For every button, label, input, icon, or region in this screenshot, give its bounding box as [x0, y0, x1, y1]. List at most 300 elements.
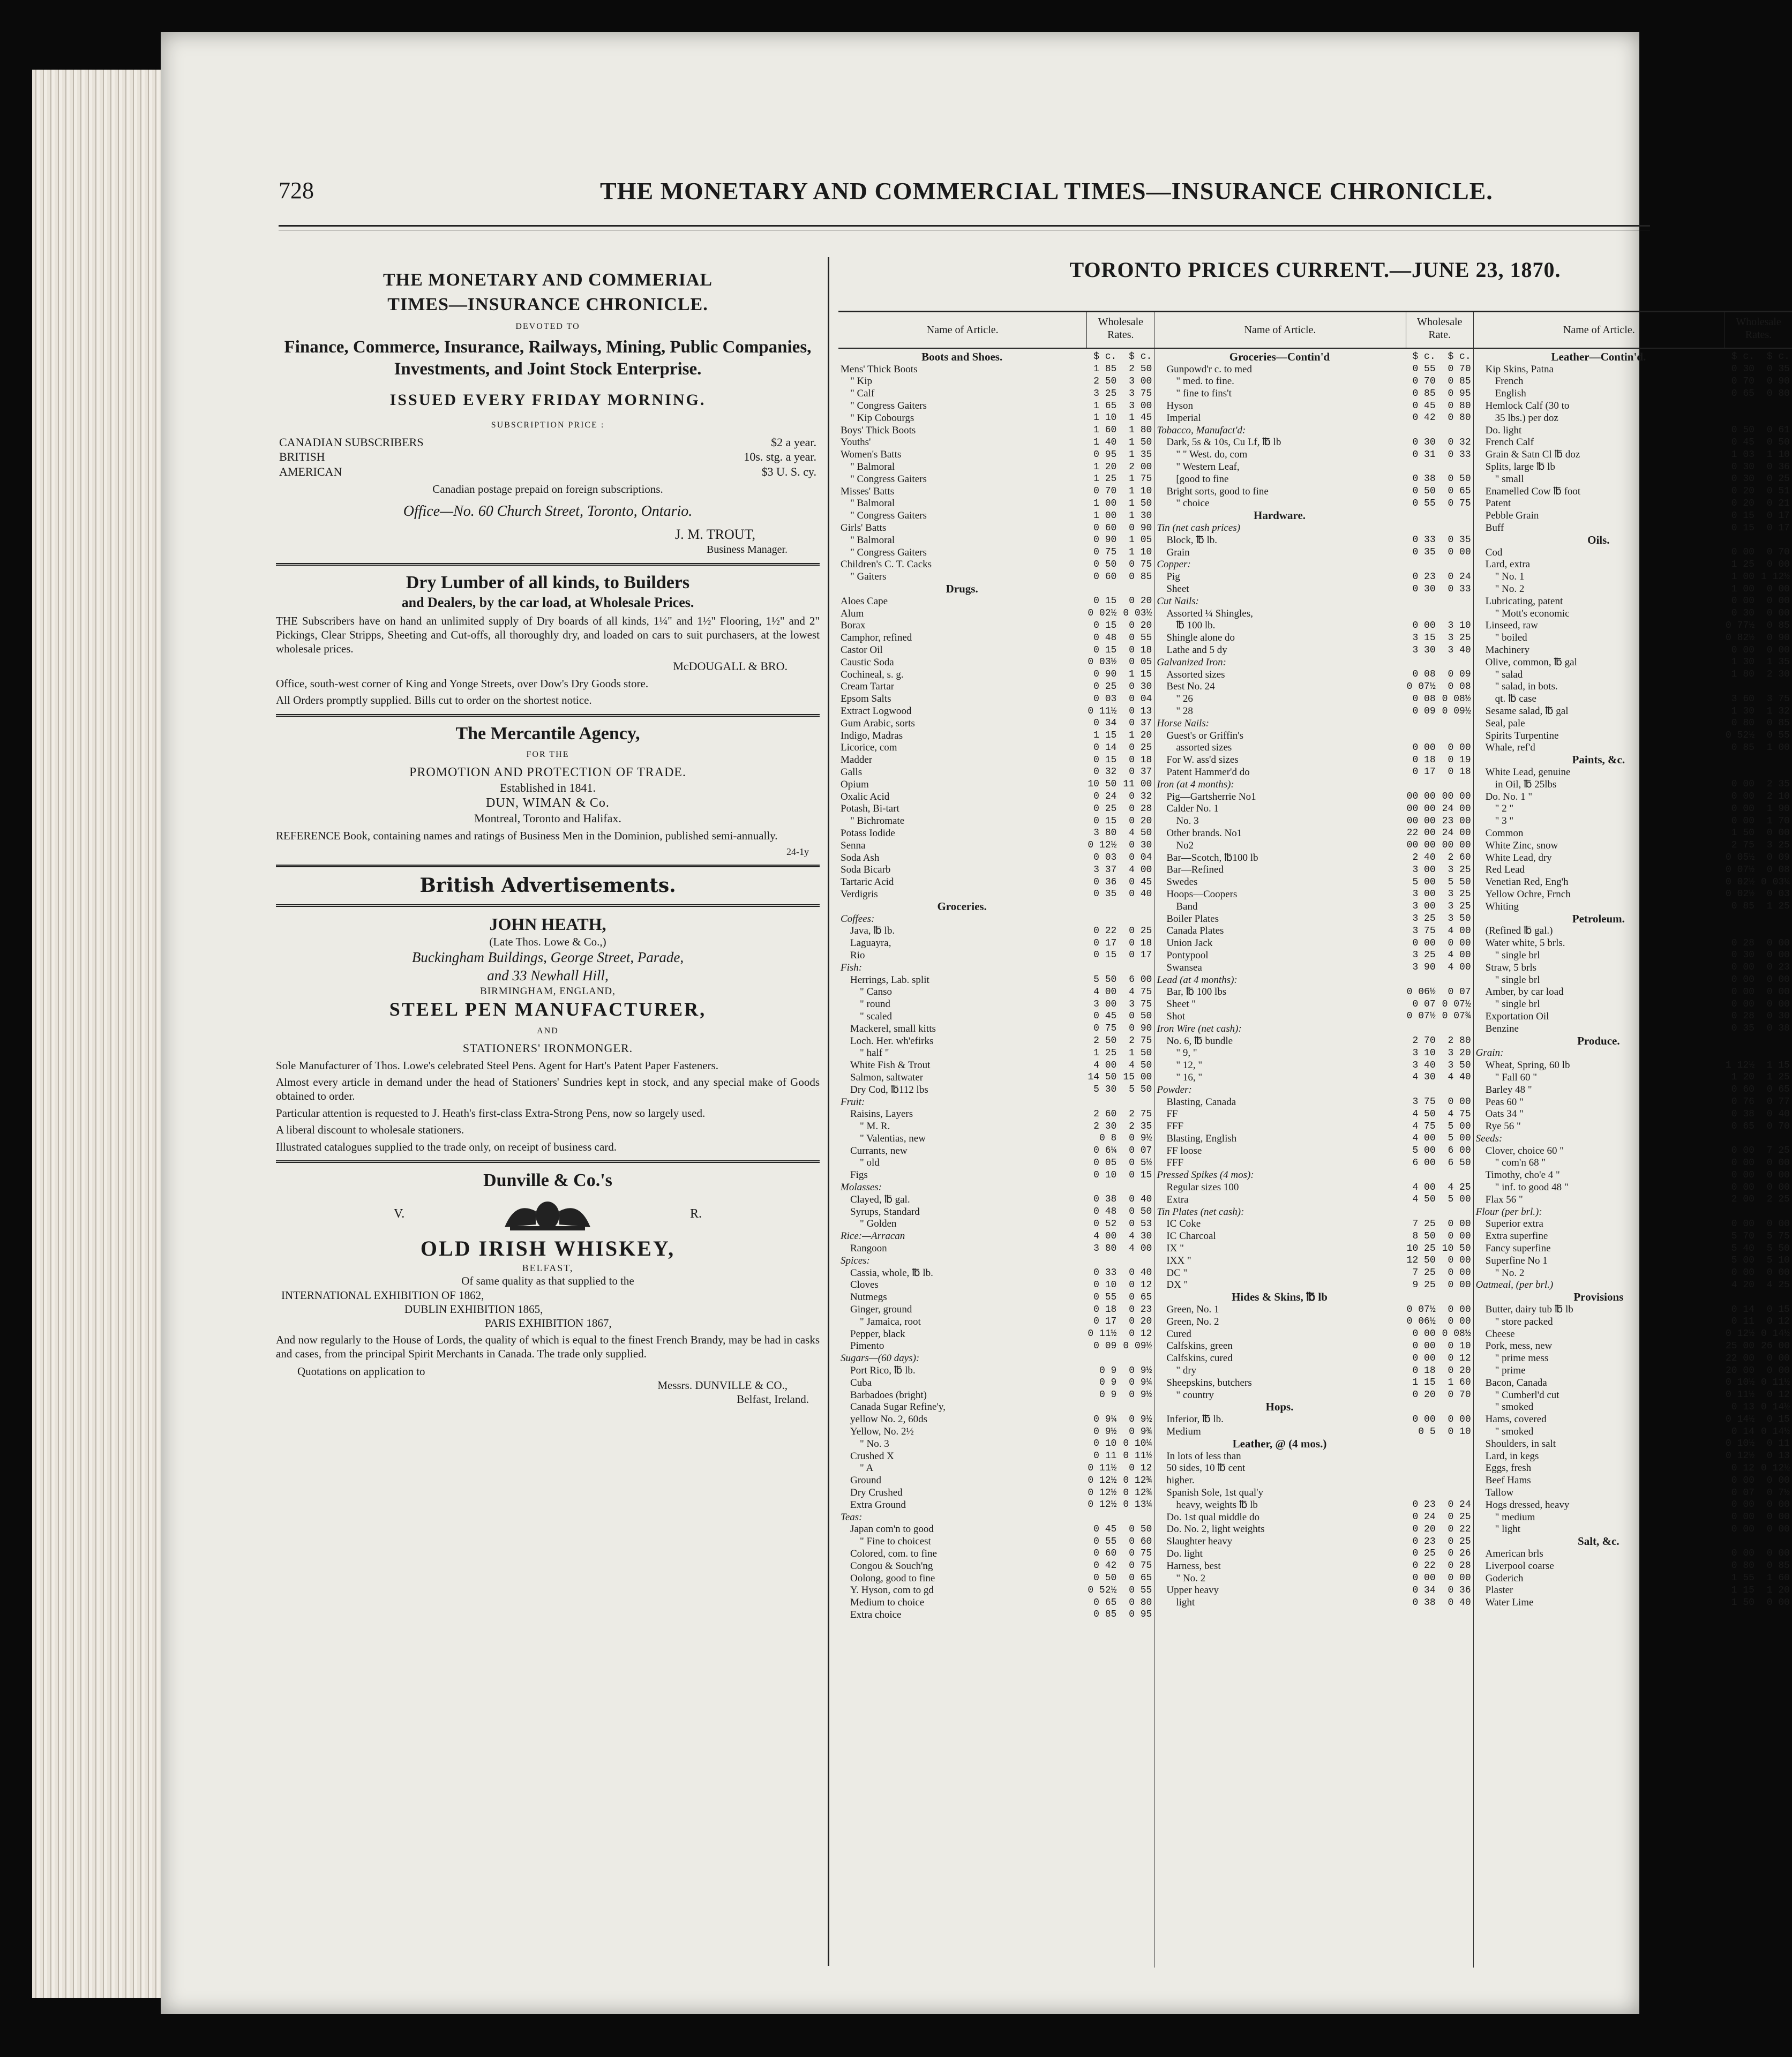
article-name: " Jamaica, root — [860, 1316, 921, 1327]
rate-low: 0 00 — [1412, 937, 1436, 949]
col-name-header: Name of Article. — [838, 312, 1087, 348]
article-name: Senna — [841, 839, 866, 851]
price-row — [1154, 1535, 1473, 1548]
price-row — [838, 864, 1154, 876]
price-row — [1154, 1035, 1473, 1047]
price-row — [1154, 1364, 1473, 1377]
rate-low: 3 10 — [1412, 1047, 1436, 1058]
royal-arms-row — [276, 1192, 820, 1235]
rate-low: 0 20 — [1412, 1390, 1436, 1401]
rate-low: 0 9½ — [1093, 1426, 1117, 1437]
rate-high: 0 00 — [1766, 986, 1790, 997]
price-row — [1154, 522, 1473, 534]
price-row — [1474, 791, 1792, 803]
rate-low: 0 00 — [1731, 803, 1754, 814]
article-name: Spirits Turpentine — [1485, 730, 1559, 741]
rate-low: 0 08 — [1412, 693, 1436, 704]
rate-low: 1 20 — [1093, 461, 1117, 472]
rate-low: 0 07½ — [1406, 1011, 1436, 1022]
article-name: Nutmegs — [850, 1292, 887, 1303]
article-name: Pig — [1166, 571, 1180, 583]
article-name: IC Charcoal — [1166, 1230, 1216, 1242]
article-name: Oxalic Acid — [841, 791, 890, 802]
price-row — [838, 1438, 1154, 1450]
article-name: Butter, dairy tub ℔ lb — [1485, 1304, 1573, 1316]
rate-low: 0 14½ — [1725, 1414, 1754, 1425]
rate-low: 0 34 — [1093, 718, 1117, 729]
rate-low: 0 12½ — [1725, 1451, 1754, 1462]
article-name: Salt, &c. — [1578, 1535, 1619, 1548]
sub-price: $3 U. S. cy. — [761, 464, 816, 478]
rate-high: 0 00 — [1448, 1230, 1471, 1242]
article-name: Loch. Her. wh'efirks — [850, 1035, 934, 1047]
prices-current — [838, 257, 1792, 1977]
rate-low: 0 15 — [1093, 754, 1117, 765]
rate-low: 0 00 — [1731, 1548, 1754, 1559]
running-head: THE MONETARY AND COMMERCIAL TIMES—INSURANCE CHRONICLE. — [600, 177, 1493, 205]
article-name: Copper: — [1157, 559, 1191, 570]
rate-low: 0 55 — [1412, 364, 1436, 375]
article-name: " Gaiters — [850, 571, 887, 583]
book-page-edges — [32, 70, 166, 1998]
rate-low: 1 25 — [1093, 474, 1117, 485]
price-row — [838, 1413, 1154, 1425]
price-row — [1154, 546, 1473, 559]
rate-low: 0 80 — [1731, 1560, 1754, 1572]
rate-low: 0 07½ — [1406, 1304, 1436, 1315]
price-row — [1154, 693, 1473, 705]
price-row — [1474, 546, 1792, 559]
article-name: Wheat, Spring, 60 lb — [1485, 1060, 1570, 1071]
price-row — [838, 1279, 1154, 1292]
article-name: Clover, choice 60 " — [1485, 1145, 1564, 1157]
rate-high: 1 10 — [1129, 486, 1152, 497]
rate-low: 00 00 — [1406, 815, 1436, 827]
rate-high: 0 9½ — [1129, 1133, 1152, 1144]
article-name: " med. to fine. — [1176, 376, 1234, 387]
rate-high: 1 50 — [1129, 498, 1152, 509]
rate-low: 0 33 — [1093, 1267, 1117, 1279]
rate-high: 0 40 — [1129, 1194, 1152, 1205]
rate-low: 0 24 — [1412, 1512, 1436, 1523]
article-name: IX " — [1166, 1243, 1184, 1255]
price-row — [1154, 1316, 1473, 1328]
price-row — [838, 852, 1154, 864]
article-name: Cut Nails: — [1157, 595, 1199, 607]
article-name: " 9, " — [1176, 1047, 1197, 1059]
price-row — [838, 681, 1154, 693]
rate-high: 0 15 — [1766, 1304, 1790, 1315]
price-row — [1154, 900, 1473, 913]
price-row — [1154, 559, 1473, 571]
price-row — [1474, 681, 1792, 693]
rate-high: 0 07 — [1129, 1145, 1152, 1157]
price-row — [1154, 815, 1473, 827]
rate-low: 0 60 — [1731, 1084, 1754, 1095]
article-name: Boiler Plates — [1166, 913, 1219, 925]
rate-low: 0 03 — [1093, 693, 1117, 704]
article-name: " Congress Gaiters — [850, 546, 927, 558]
heath-trade: STEEL PEN MANUFACTURER, — [389, 999, 707, 1020]
article-name: Swedes — [1166, 876, 1198, 888]
rate-low: 3 15 — [1412, 632, 1436, 643]
price-row — [838, 1303, 1154, 1316]
price-row — [1154, 1218, 1473, 1230]
price-row — [1154, 1340, 1473, 1353]
article-name: " 3 " — [1495, 815, 1514, 827]
rate-high: 0 11½ — [1123, 1451, 1152, 1462]
article-name: Epsom Salts — [841, 693, 891, 705]
price-row — [1474, 1499, 1792, 1511]
price-row — [838, 1450, 1154, 1462]
price-row — [1474, 1438, 1792, 1450]
price-row — [1154, 717, 1473, 730]
article-name: Girls' Batts — [841, 522, 887, 534]
rate-low: 1 15 — [1093, 730, 1117, 741]
price-row — [1154, 534, 1473, 546]
price-row — [1474, 1059, 1792, 1071]
article-name: Extra superfine — [1485, 1230, 1548, 1242]
article-name: " smoked — [1495, 1426, 1534, 1438]
article-name: Guest's or Griffin's — [1166, 730, 1244, 741]
article-name: Boys' Thick Boots — [841, 424, 916, 436]
rate-low: 1 00 — [1093, 510, 1117, 521]
price-row — [838, 815, 1154, 827]
mercantile-cities: Montreal, Toronto and Halifax. — [474, 812, 621, 825]
rate-high: 0 90 — [1766, 632, 1790, 643]
prices-grid — [838, 311, 1792, 1968]
exhibition-1: INTERNATIONAL EXHIBITION OF 1862, — [281, 1288, 484, 1302]
article-name: Dry Cod, ℔112 lbs — [850, 1084, 928, 1095]
price-row — [1474, 1120, 1792, 1132]
price-row — [1154, 681, 1473, 693]
price-row — [1154, 1059, 1473, 1071]
article-name: White Lead, dry — [1485, 852, 1552, 864]
rate-high: 0 11½ — [1760, 1377, 1790, 1388]
rate-low: 0 11½ — [1088, 1462, 1117, 1474]
price-row — [1154, 913, 1473, 925]
rule — [276, 904, 820, 907]
rate-low: 0 17 — [1093, 1316, 1117, 1327]
rate-low: 0 09 — [1412, 705, 1436, 717]
rate-high: 0 50 — [1448, 474, 1471, 485]
rate-low: 0 48 — [1093, 1206, 1117, 1218]
price-row — [838, 1267, 1154, 1279]
article-name: IXX " — [1166, 1255, 1191, 1266]
price-row — [838, 1511, 1154, 1523]
rate-low: 0 23 — [1412, 1499, 1436, 1511]
price-row — [1154, 1487, 1473, 1499]
rate-high: 4 00 — [1448, 925, 1471, 936]
price-rows — [1154, 349, 1473, 1609]
article-name: Gunpowd'r c. to med — [1166, 363, 1252, 375]
article-name: In lots of less than — [1166, 1450, 1241, 1462]
rate-low: 1 85 — [1093, 364, 1117, 375]
price-row — [838, 802, 1154, 815]
rate-low: 0 11 — [1093, 1451, 1117, 1462]
price-row — [1474, 888, 1792, 900]
price-row — [1474, 974, 1792, 986]
rate-high: 1 70 — [1766, 815, 1790, 827]
price-row — [1154, 1230, 1473, 1242]
rate-high: 0 00 — [1766, 644, 1790, 656]
rate-low: 0 07½ — [1725, 864, 1754, 875]
rate-low: 0 28 — [1731, 1011, 1754, 1022]
rate-high: 0 11 — [1766, 1438, 1790, 1450]
rate-high: 0 55 — [1129, 1585, 1152, 1596]
article-name: " No. 1 — [1495, 571, 1525, 583]
rate-high: 0 24 — [1448, 571, 1471, 582]
rate-low: 5 00 — [1412, 876, 1436, 888]
price-row — [1474, 559, 1792, 571]
rate-high: 3 25 — [1448, 901, 1471, 912]
price-row — [838, 400, 1154, 412]
price-row — [1474, 876, 1792, 888]
rate-low: 0 15 — [1731, 522, 1754, 534]
rate-high: 0 65 — [1129, 1573, 1152, 1584]
rate-low: 0 09 — [1093, 1340, 1117, 1352]
price-row — [1474, 1474, 1792, 1487]
rate-low: 0 85 — [1731, 901, 1754, 912]
rate-high: 0 00 — [1766, 1499, 1790, 1511]
rate-low: 1 25 — [1093, 1047, 1117, 1058]
price-row — [1154, 1413, 1473, 1425]
price-row — [1474, 1145, 1792, 1157]
rate-high: 0 00 — [1766, 1353, 1790, 1364]
article-name: Hyson — [1166, 400, 1193, 412]
col-name-header: Name of Article. — [1474, 312, 1725, 348]
col-rates-header: Wholesale Rates. — [1098, 316, 1144, 341]
price-row — [1154, 705, 1473, 717]
price-row — [1474, 1584, 1792, 1596]
column-header — [1474, 312, 1792, 349]
rate-high: 1 00 — [1766, 742, 1790, 753]
rate-low: 2 70 — [1412, 1035, 1436, 1047]
price-row — [1474, 1450, 1792, 1462]
article-name: " single brl — [1495, 949, 1540, 961]
rate-high: 4 75 — [1129, 986, 1152, 997]
price-row — [1154, 974, 1473, 986]
article-name: Hardware. — [1254, 509, 1306, 522]
price-row — [1474, 815, 1792, 827]
rate-low: 3 60 — [1731, 693, 1754, 704]
rate-high: 0 65 — [1448, 486, 1471, 497]
article-name: Grain — [1166, 546, 1190, 558]
article-name: Machinery — [1485, 644, 1529, 656]
article-name: Bar—Scotch, ℔100 lb — [1166, 852, 1258, 864]
rate-low: 10 25 — [1406, 1243, 1436, 1254]
rate-high: 4 40 — [1448, 1072, 1471, 1083]
rule — [276, 563, 820, 566]
price-row — [1474, 1071, 1792, 1084]
rate-high: 26 00 — [1760, 1340, 1790, 1352]
article-name: Timothy, cho'e 4 " — [1485, 1169, 1560, 1181]
price-row — [838, 1377, 1154, 1389]
rate-high: 0 75 — [1448, 498, 1471, 509]
article-name: Tartaric Acid — [841, 876, 894, 888]
rate-high: 0 9½ — [1129, 1390, 1152, 1401]
article-name: " Congress Gaiters — [850, 473, 927, 485]
price-row — [838, 644, 1154, 656]
rate-low: 0 11½ — [1088, 1328, 1117, 1340]
article-name: Oats 34 " — [1485, 1108, 1524, 1120]
article-name: " No. 2 — [1495, 583, 1525, 595]
article-name: Peas 60 " — [1485, 1096, 1524, 1108]
rate-low: 0 02½ — [1088, 608, 1117, 619]
rate-low: 4 00 — [1093, 986, 1117, 997]
rate-low: 0 00 — [1412, 1573, 1436, 1584]
article-name: " Balmoral — [850, 498, 895, 509]
rate-high: 0 28 — [1448, 1560, 1471, 1572]
article-name: Grain & Satn Cl ℔ doz — [1485, 449, 1580, 461]
rate-low: 0 10½ — [1725, 1377, 1754, 1388]
price-row — [1154, 791, 1473, 803]
article-name: Upper heavy — [1166, 1585, 1219, 1596]
price-row — [1474, 1462, 1792, 1475]
price-row — [1474, 1560, 1792, 1572]
price-row — [838, 1352, 1154, 1364]
rate-low: 2 00 — [1731, 1194, 1754, 1205]
sub-who: AMERICAN — [279, 464, 342, 478]
article-name: " country — [1176, 1389, 1214, 1401]
article-name: Groceries—Contin'd — [1229, 350, 1330, 363]
price-row — [1474, 1511, 1792, 1523]
article-name: Sheet — [1166, 583, 1189, 595]
price-row — [838, 1584, 1154, 1596]
price-row — [1154, 1352, 1473, 1364]
rate-low: 0 31 — [1412, 449, 1436, 460]
lumber-orders: All Orders promptly supplied. Bills cut to order on the shortest notice. — [276, 694, 592, 707]
rate-high: 0 75 — [1129, 1548, 1152, 1559]
rate-low: 0 00 — [1731, 1523, 1754, 1535]
article-name: (Refined ℔ gal.) — [1485, 925, 1553, 937]
rate-low: 0 05½ — [1725, 852, 1754, 864]
rate-high: 0 14½ — [1760, 1401, 1790, 1413]
article-name: Groceries. — [937, 899, 987, 913]
newspaper-page — [161, 32, 1790, 2014]
article-name: " Kip Cobourgs — [850, 412, 914, 424]
rate-high: 0 00 — [1766, 950, 1790, 961]
price-row — [1474, 1084, 1792, 1096]
article-name: Block, ℔ lb. — [1166, 534, 1218, 546]
rate-low: 0 00 — [1731, 999, 1754, 1010]
article-name: Venetian Red, Eng'h — [1485, 876, 1569, 888]
rate-high: 5 50 — [1129, 1084, 1152, 1095]
rate-high: 0 20 — [1129, 1316, 1152, 1327]
rate-low: 1 15 — [1412, 1377, 1436, 1388]
article-name: Lard, extra — [1485, 559, 1531, 570]
crest-r: R. — [689, 1206, 702, 1221]
rate-high: 0 00 — [1766, 999, 1790, 1010]
rate-high: 4 25 — [1766, 1279, 1790, 1290]
article-name: Salmon, saltwater — [850, 1071, 924, 1083]
price-row — [838, 888, 1154, 900]
price-row — [1474, 1548, 1792, 1560]
article-name: ℔ 100 lb. — [1176, 620, 1216, 632]
price-row — [838, 498, 1154, 510]
article-name: assorted sizes — [1176, 742, 1232, 754]
price-row — [838, 1230, 1154, 1242]
price-row — [1154, 778, 1473, 791]
rate-high: 0 20 — [1448, 1365, 1471, 1376]
rate-low: 1 12½ — [1725, 1060, 1754, 1071]
rate-low: 1 55 — [1731, 1573, 1754, 1584]
price-row — [838, 376, 1154, 388]
crest-v: V. — [394, 1206, 405, 1221]
price-row — [1474, 485, 1792, 498]
article-name: Canada Plates — [1166, 925, 1224, 937]
rate-high: 0 19 — [1448, 754, 1471, 765]
article-name: Yellow Ochre, Frnch — [1485, 888, 1571, 900]
rate-high: 0 45 — [1129, 876, 1152, 888]
article-name: Mackerel, small kitts — [850, 1023, 936, 1034]
article-name: Olive, common, ℔ gal — [1485, 656, 1577, 668]
price-row — [1474, 461, 1792, 473]
rate-low: 0 15 — [1731, 510, 1754, 521]
rate-high: 0 09 — [1448, 669, 1471, 680]
article-name: Plaster — [1485, 1585, 1513, 1596]
dunville-place: Belfast, Ireland. — [737, 1393, 809, 1406]
rate-high: 0 15 — [1129, 1169, 1152, 1181]
rate-high: 0 9½ — [1129, 1414, 1152, 1425]
rate-low: 3 25 — [1093, 388, 1117, 399]
rate-high: 15 00 — [1123, 1072, 1152, 1083]
rate-high: 0 08 — [1448, 681, 1471, 692]
page-header — [279, 177, 1554, 220]
rate-high: 0 18 — [1129, 937, 1152, 949]
masthead-title — [276, 268, 820, 317]
price-row — [1154, 363, 1473, 376]
price-row — [838, 1328, 1154, 1340]
article-name: " round — [860, 999, 890, 1010]
price-row — [838, 1340, 1154, 1353]
article-name: " Kip — [850, 376, 873, 387]
rate-high: 0 07 — [1448, 986, 1471, 997]
article-name: Pebble Grain — [1485, 510, 1539, 522]
rate-high: 0 07¾ — [1442, 1011, 1471, 1022]
price-row — [1154, 937, 1473, 949]
price-row — [1474, 448, 1792, 461]
article-name: Sheepskins, butchers — [1166, 1377, 1252, 1388]
price-row — [838, 620, 1154, 632]
article-name: Bacon, Canada — [1485, 1377, 1547, 1388]
rate-high: 0 85 — [1129, 571, 1152, 582]
rate-high: 0 26 — [1448, 1548, 1471, 1559]
article-name: Liverpool coarse — [1485, 1560, 1554, 1572]
price-row — [1154, 1279, 1473, 1292]
article-name: Cochineal, s. g. — [841, 669, 904, 680]
rate-high: 0 80 — [1766, 388, 1790, 399]
price-row — [1474, 1267, 1792, 1279]
price-row — [1154, 949, 1473, 962]
rate-low: 5 40 — [1731, 1243, 1754, 1254]
rate-high: 5 75 — [1766, 1230, 1790, 1242]
rate-low: 0 85 — [1731, 742, 1754, 753]
article-name: Linseed, raw — [1485, 620, 1538, 632]
price-row — [1474, 1181, 1792, 1193]
rate-low: 9 25 — [1412, 1279, 1436, 1290]
rate-low: 0 06½ — [1406, 1316, 1436, 1327]
rate-high: 00 00 — [1442, 791, 1471, 802]
lumber-office: Office, south-west corner of King and Yonge Streets, over Dow's Dry Goods store. — [276, 677, 649, 690]
rate-low: 0 30 — [1731, 461, 1754, 472]
rate-low: 3 00 — [1412, 889, 1436, 900]
heath-address-1: Buckingham Buildings, George Street, Parade, — [411, 949, 684, 966]
article-name: Hams, covered — [1485, 1414, 1547, 1425]
price-row — [1154, 1023, 1473, 1035]
rate-high: 6 00 — [1129, 974, 1152, 986]
article-name: Pontypool — [1166, 949, 1209, 961]
